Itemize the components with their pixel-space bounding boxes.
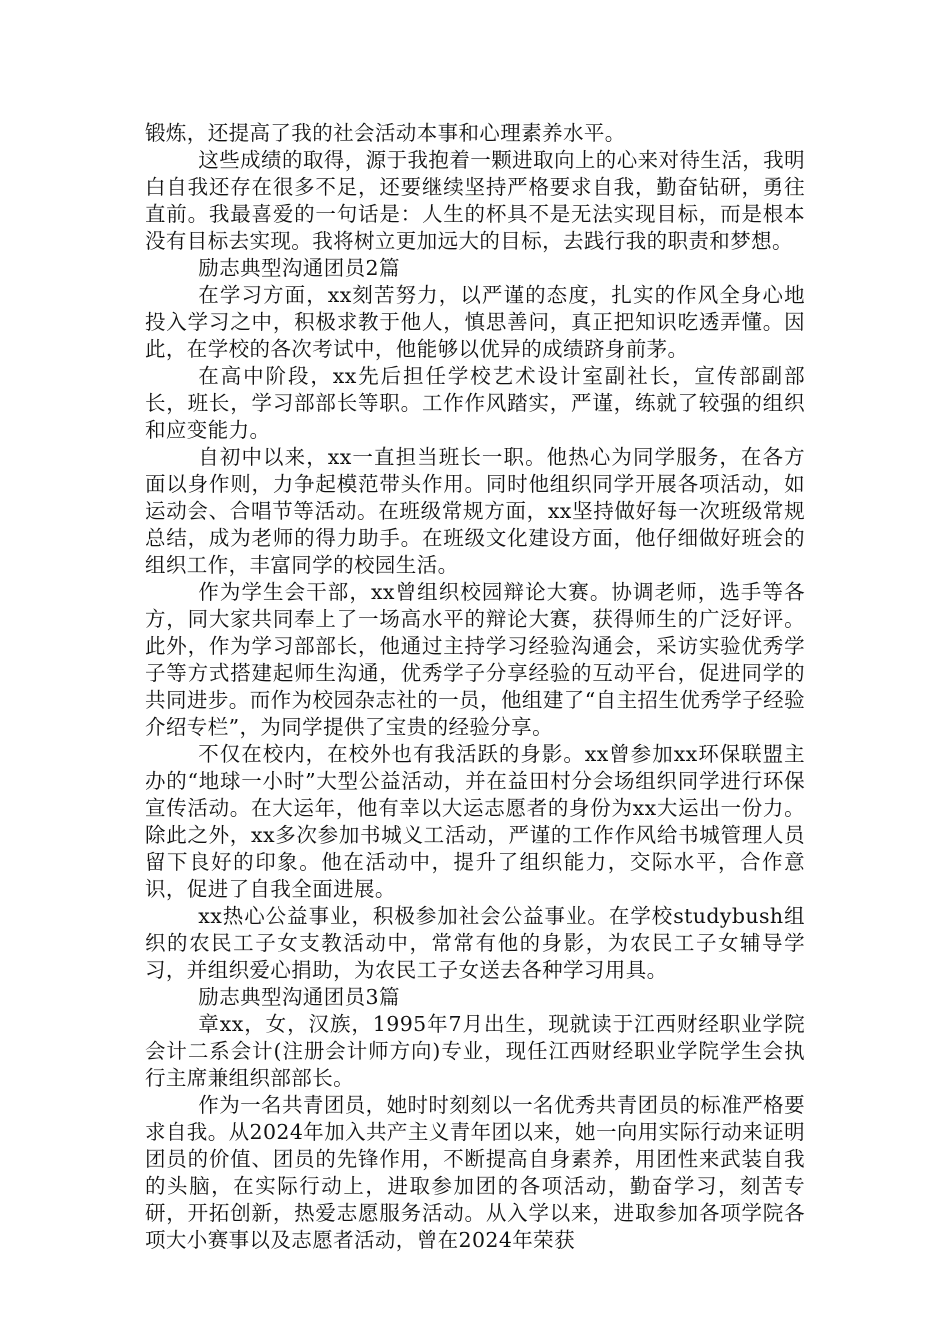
paragraph-4: 在高中阶段，xx先后担任学校艺术设计室副社长，宣传部副部长，班长，学习部部长等职。工作作风踏实，严谨，练就了较强的组织和应变能力。 xyxy=(145,364,805,442)
section-heading-2: 励志典型沟通团员2篇 xyxy=(198,256,400,280)
document-body xyxy=(145,120,805,1254)
paragraph-6: 作为学生会干部，xx曾组织校园辩论大赛。协调老师，选手等各方，同大家共同奉上了一场高水平的辩论大赛，获得师生的广泛好评。此外，作为学习部部长，他通过主持学习经验沟通会，采访实验优秀学子等方式搭建起师生沟通，优秀学子分享经验的互动平台，促进同学的共同进步。而作为校园杂志社的一员，他组建了“自主招生优秀学子经验介绍专栏”，为同学提供了宝贵的经验分享。 xyxy=(145,580,805,739)
section-heading-3: 励志典型沟通团员3篇 xyxy=(198,985,400,1009)
paragraph-10: 作为一名共青团员，她时时刻刻以一名优秀共青团员的标准严格要求自我。从2024年加入共产主义青年团以来，她一向用实际行动来证明团员的价值、团员的先锋作用，不断提高自身素养，用团性来武装自我的头脑，在实际行动上，进取参加团的各项活动，勤奋学习，刻苦专研，开拓创新，热爱志愿服务活动。从入学以来，进取参加各项学院各项大小赛事以及志愿者活动，曾在2024年荣获 xyxy=(145,1093,805,1252)
paragraph-3: 在学习方面，xx刻苦努力，以严谨的态度，扎实的作风全身心地投入学习之中，积极求教于他人，慎思善问，真正把知识吃透弄懂。因此，在学校的各次考试中，他能够以优异的成绩跻身前茅。 xyxy=(145,283,805,361)
paragraph-9: 章xx，女，汉族，1995年7月出生，现就读于江西财经职业学院会计二系会计(注册会计师方向)专业，现任江西财经职业学院学生会执行主席兼组织部部长。 xyxy=(145,1012,805,1090)
paragraph-8: xx热心公益事业，积极参加社会公益事业。在学校studybush组织的农民工子女支教活动中，常常有他的身影，为农民工子女辅导学习，并组织爱心捐助，为农民工子女送去各种学习用具。 xyxy=(145,904,805,982)
paragraph-5: 自初中以来，xx一直担当班长一职。他热心为同学服务，在各方面以身作则，力争起模范带头作用。同时他组织同学开展各项活动，如运动会、合唱节等活动。在班级常规方面，xx坚持做好每一次班级常规总结，成为老师的得力助手。在班级文化建设方面，他仔细做好班会的组织工作，丰富同学的校园生活。 xyxy=(145,445,805,577)
paragraph-2: 这些成绩的取得，源于我抱着一颗进取向上的心来对待生活，我明白自我还存在很多不足，还要继续坚持严格要求自我，勤奋钻研，勇往直前。我最喜爱的一句话是：人生的杯具不是无法实现目标，而是根本没有目标去实现。我将树立更加远大的目标，去践行我的职责和梦想。 xyxy=(145,148,805,253)
paragraph-1: 锻炼，还提高了我的社会活动本事和心理素养水平。 xyxy=(145,121,626,145)
paragraph-7: 不仅在校内，在校外也有我活跃的身影。xx曾参加xx环保联盟主办的“地球一小时”大型公益活动，并在益田村分会场组织同学进行环保宣传活动。在大运年，他有幸以大运志愿者的身份为xx大运出一份力。除此之外，xx多次参加书城义工活动，严谨的工作作风给书城管理人员留下良好的印象。他在活动中，提升了组织能力，交际水平，合作意识，促进了自我全面进展。 xyxy=(145,742,805,901)
